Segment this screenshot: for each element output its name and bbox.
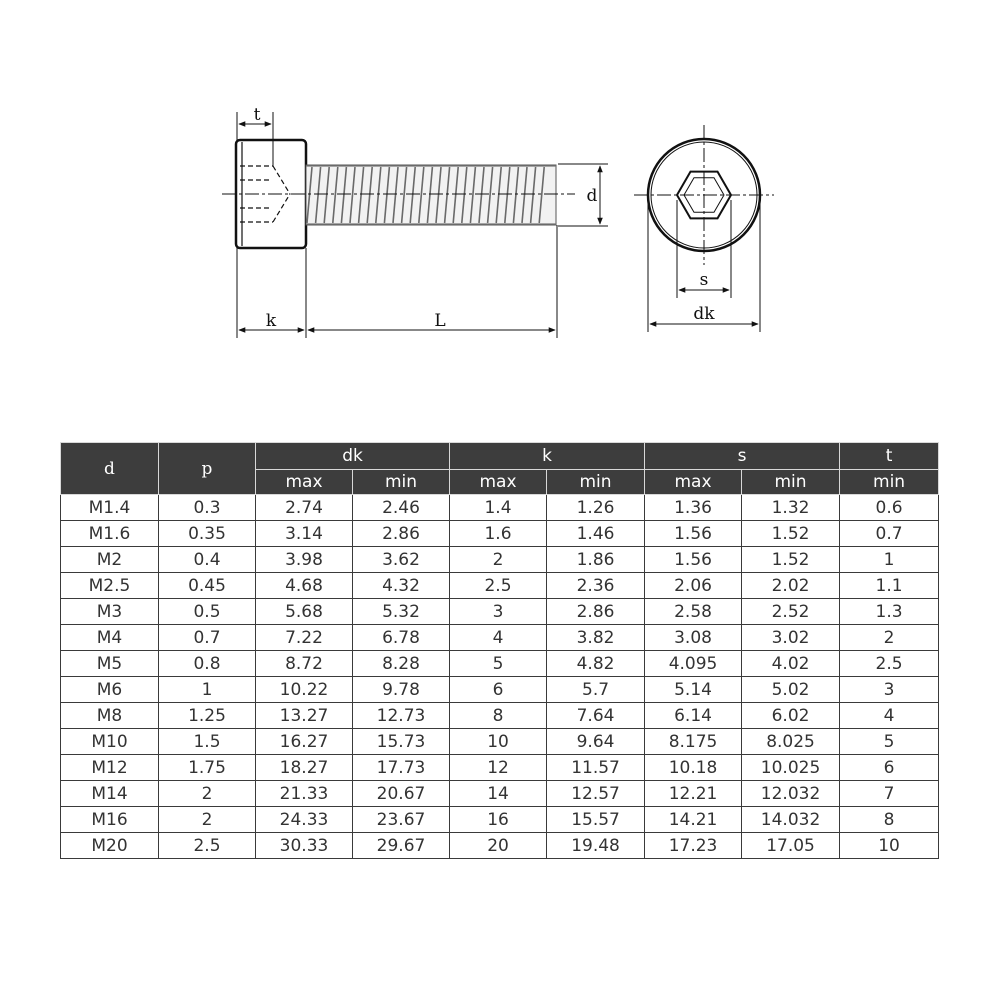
cell-dk-min: 29.67 [353,833,450,859]
cell-s-max: 17.23 [645,833,742,859]
cell-p: 2.5 [159,833,256,859]
table-row [61,547,939,573]
cell-dk-max: 4.68 [256,573,353,599]
cell-p: 1.75 [159,755,256,781]
cell-t-min: 0.6 [840,495,939,521]
cell-s-min: 3.02 [742,625,840,651]
cell-k-min: 2.36 [547,573,645,599]
cell-t-min: 7 [840,781,939,807]
cell-dk-max: 10.22 [256,677,353,703]
table-row [61,781,939,807]
cell-dk-min: 6.78 [353,625,450,651]
cell-p: 0.3 [159,495,256,521]
cell-k-min: 1.86 [547,547,645,573]
cell-dk-min: 8.28 [353,651,450,677]
header-p: p [159,443,256,495]
cell-k-min: 9.64 [547,729,645,755]
subheader-t-min: min [840,470,939,495]
table-row [61,651,939,677]
dimension-label-L: L [434,311,446,331]
cell-s-min: 8.025 [742,729,840,755]
cell-t-min: 1.1 [840,573,939,599]
cell-p: 0.45 [159,573,256,599]
cell-d: M4 [61,625,159,651]
cell-t-min: 8 [840,807,939,833]
table-row [61,677,939,703]
cell-s-max: 8.175 [645,729,742,755]
table-row [61,729,939,755]
cell-s-max: 4.095 [645,651,742,677]
table-row [61,521,939,547]
cell-dk-min: 12.73 [353,703,450,729]
header-s: s [645,443,840,470]
table-row [61,495,939,521]
cell-k-min: 12.57 [547,781,645,807]
cell-s-max: 2.06 [645,573,742,599]
cell-d: M8 [61,703,159,729]
header-dk: dk [256,443,450,470]
cell-t-min: 5 [840,729,939,755]
cell-s-max: 1.36 [645,495,742,521]
cell-k-min: 1.46 [547,521,645,547]
cell-k-min: 11.57 [547,755,645,781]
cell-s-max: 5.14 [645,677,742,703]
cell-t-min: 2 [840,625,939,651]
cell-k-min: 1.26 [547,495,645,521]
cell-k-max: 10 [450,729,547,755]
screw-dimension-table [60,442,939,859]
cell-dk-min: 3.62 [353,547,450,573]
cell-k-min: 7.64 [547,703,645,729]
cell-s-max: 14.21 [645,807,742,833]
table-row [61,833,939,859]
dimension-label-dk: dk [693,304,715,324]
cell-dk-max: 16.27 [256,729,353,755]
cell-k-max: 1.6 [450,521,547,547]
cell-d: M10 [61,729,159,755]
header-d: d [61,443,159,495]
table-row [61,703,939,729]
table-row [61,807,939,833]
cell-p: 0.35 [159,521,256,547]
cell-p: 0.5 [159,599,256,625]
cell-k-max: 6 [450,677,547,703]
cell-d: M16 [61,807,159,833]
cell-s-min: 12.032 [742,781,840,807]
subheader-dk-max: max [256,470,353,495]
cell-k-max: 2 [450,547,547,573]
cell-dk-max: 5.68 [256,599,353,625]
cell-s-max: 12.21 [645,781,742,807]
dimension-label-t: t [253,105,261,125]
cell-k-max: 20 [450,833,547,859]
cell-k-min: 3.82 [547,625,645,651]
cell-s-max: 1.56 [645,547,742,573]
cell-s-min: 2.52 [742,599,840,625]
cell-dk-max: 2.74 [256,495,353,521]
table-row [61,599,939,625]
table-row [61,755,939,781]
cell-s-max: 1.56 [645,521,742,547]
cell-p: 1 [159,677,256,703]
cell-dk-max: 7.22 [256,625,353,651]
header-k: k [450,443,645,470]
cell-dk-max: 21.33 [256,781,353,807]
cell-dk-max: 18.27 [256,755,353,781]
cell-p: 0.4 [159,547,256,573]
cell-s-max: 10.18 [645,755,742,781]
cell-k-min: 19.48 [547,833,645,859]
subheader-dk-min: min [353,470,450,495]
cell-s-min: 14.032 [742,807,840,833]
cell-t-min: 4 [840,703,939,729]
cell-dk-max: 3.14 [256,521,353,547]
cell-dk-max: 30.33 [256,833,353,859]
cell-k-max: 4 [450,625,547,651]
cell-dk-max: 8.72 [256,651,353,677]
cell-p: 0.7 [159,625,256,651]
cell-k-min: 2.86 [547,599,645,625]
cell-d: M1.6 [61,521,159,547]
cell-d: M14 [61,781,159,807]
dimension-label-d: d [586,186,598,206]
cell-k-max: 1.4 [450,495,547,521]
subheader-s-max: max [645,470,742,495]
cell-dk-min: 15.73 [353,729,450,755]
cell-s-min: 1.32 [742,495,840,521]
table-row [61,573,939,599]
cell-k-max: 2.5 [450,573,547,599]
cell-d: M2 [61,547,159,573]
cell-s-min: 1.52 [742,521,840,547]
cell-s-min: 6.02 [742,703,840,729]
cell-t-min: 3 [840,677,939,703]
cell-k-min: 4.82 [547,651,645,677]
cell-dk-max: 13.27 [256,703,353,729]
cell-dk-min: 17.73 [353,755,450,781]
cell-s-max: 6.14 [645,703,742,729]
screw-technical-drawing [0,0,1000,420]
table-body [61,495,939,859]
cell-t-min: 10 [840,833,939,859]
table-row [61,625,939,651]
cell-dk-min: 23.67 [353,807,450,833]
cell-dk-min: 9.78 [353,677,450,703]
subheader-k-max: max [450,470,547,495]
cell-p: 1.25 [159,703,256,729]
cell-dk-min: 2.86 [353,521,450,547]
cell-t-min: 0.7 [840,521,939,547]
cell-k-min: 15.57 [547,807,645,833]
cell-t-min: 2.5 [840,651,939,677]
cell-s-max: 2.58 [645,599,742,625]
screw-side-view [222,105,608,338]
cell-d: M2.5 [61,573,159,599]
cell-k-min: 5.7 [547,677,645,703]
cell-d: M20 [61,833,159,859]
cell-d: M5 [61,651,159,677]
cell-dk-max: 24.33 [256,807,353,833]
table-header-row [61,443,939,470]
cell-t-min: 6 [840,755,939,781]
cell-dk-max: 3.98 [256,547,353,573]
cell-s-min: 5.02 [742,677,840,703]
cell-k-max: 16 [450,807,547,833]
cell-k-max: 12 [450,755,547,781]
cell-t-min: 1.3 [840,599,939,625]
cell-dk-min: 20.67 [353,781,450,807]
cell-s-max: 3.08 [645,625,742,651]
cell-s-min: 2.02 [742,573,840,599]
cell-p: 2 [159,781,256,807]
cell-d: M6 [61,677,159,703]
screw-end-view [634,125,774,332]
cell-s-min: 17.05 [742,833,840,859]
dimension-label-k: k [265,311,277,331]
cell-s-min: 4.02 [742,651,840,677]
cell-p: 2 [159,807,256,833]
cell-d: M3 [61,599,159,625]
cell-dk-min: 5.32 [353,599,450,625]
subheader-k-min: min [547,470,645,495]
cell-s-min: 10.025 [742,755,840,781]
subheader-s-min: min [742,470,840,495]
cell-dk-min: 2.46 [353,495,450,521]
cell-d: M1.4 [61,495,159,521]
cell-k-max: 3 [450,599,547,625]
cell-k-max: 8 [450,703,547,729]
cell-d: M12 [61,755,159,781]
cell-k-max: 14 [450,781,547,807]
cell-t-min: 1 [840,547,939,573]
cell-k-max: 5 [450,651,547,677]
cell-p: 1.5 [159,729,256,755]
cell-dk-min: 4.32 [353,573,450,599]
header-t: t [840,443,939,470]
cell-p: 0.8 [159,651,256,677]
cell-s-min: 1.52 [742,547,840,573]
dimension-label-s: s [699,270,709,290]
